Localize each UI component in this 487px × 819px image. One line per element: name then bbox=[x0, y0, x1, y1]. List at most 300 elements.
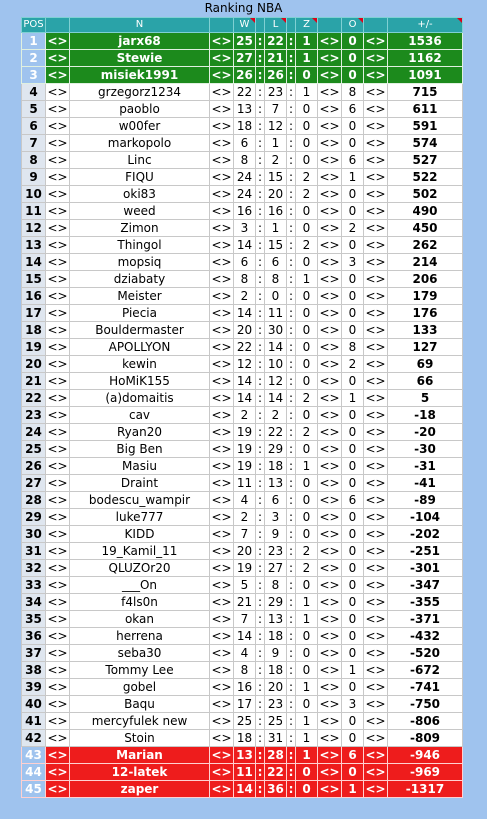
compare-link[interactable]: <> bbox=[47, 714, 68, 728]
compare-link[interactable]: <> bbox=[365, 748, 386, 762]
player-name[interactable]: weed bbox=[70, 203, 210, 220]
player-name[interactable]: f4ls0n bbox=[70, 594, 210, 611]
compare-link[interactable]: <> bbox=[47, 136, 68, 150]
score-separator: : bbox=[256, 696, 265, 713]
compare-link[interactable]: <> bbox=[47, 595, 68, 609]
o-value: 1 bbox=[342, 662, 364, 679]
o-value: 0 bbox=[342, 543, 364, 560]
compare-link[interactable]: <> bbox=[365, 374, 386, 388]
compare-link[interactable]: <> bbox=[47, 119, 68, 133]
player-name[interactable]: Tommy Lee bbox=[70, 662, 210, 679]
compare-link[interactable]: <> bbox=[47, 391, 68, 405]
compare-link[interactable]: <> bbox=[319, 187, 340, 201]
compare-link[interactable]: <> bbox=[47, 748, 68, 762]
compare-link[interactable]: <> bbox=[365, 612, 386, 626]
compare-link[interactable]: <> bbox=[211, 374, 232, 388]
compare-link[interactable]: <> bbox=[211, 459, 232, 473]
compare-link[interactable]: <> bbox=[211, 697, 232, 711]
compare-link[interactable]: <> bbox=[365, 680, 386, 694]
compare-link[interactable]: <> bbox=[319, 663, 340, 677]
compare-link[interactable]: <> bbox=[211, 663, 232, 677]
compare-link[interactable]: <> bbox=[319, 595, 340, 609]
draws-value: 1 bbox=[296, 458, 318, 475]
o-value: 1 bbox=[342, 390, 364, 407]
header-spacer bbox=[287, 18, 296, 33]
compare-link[interactable]: <> bbox=[47, 646, 68, 660]
compare-link[interactable]: <> bbox=[365, 697, 386, 711]
compare-link[interactable]: <> bbox=[47, 357, 68, 371]
player-name[interactable]: Linc bbox=[70, 152, 210, 169]
wins-value: 18 bbox=[234, 730, 256, 747]
compare-link[interactable]: <> bbox=[365, 204, 386, 218]
o-value: 0 bbox=[342, 373, 364, 390]
wins-value: 13 bbox=[234, 747, 256, 764]
plus-minus-value: 179 bbox=[388, 288, 463, 305]
compare-link[interactable]: <> bbox=[47, 561, 68, 575]
compare-link[interactable]: <> bbox=[211, 34, 232, 48]
compare-link[interactable]: <> bbox=[47, 187, 68, 201]
compare-link[interactable]: <> bbox=[211, 272, 232, 286]
compare-link[interactable]: <> bbox=[365, 187, 386, 201]
compare-link[interactable]: <> bbox=[211, 765, 232, 779]
compare-link[interactable]: <> bbox=[365, 408, 386, 422]
header-losses[interactable]: L bbox=[265, 18, 287, 33]
compare-link[interactable]: <> bbox=[47, 697, 68, 711]
compare-link[interactable]: <> bbox=[211, 578, 232, 592]
compare-link[interactable]: <> bbox=[365, 221, 386, 235]
player-name[interactable]: 19_Kamil_11 bbox=[70, 543, 210, 560]
compare-link[interactable]: <> bbox=[211, 187, 232, 201]
compare-link[interactable]: <> bbox=[47, 408, 68, 422]
player-name[interactable]: KIDD bbox=[70, 526, 210, 543]
compare-link[interactable]: <> bbox=[365, 493, 386, 507]
compare-link[interactable]: <> bbox=[365, 782, 386, 796]
compare-link[interactable]: <> bbox=[365, 595, 386, 609]
compare-link[interactable]: <> bbox=[319, 697, 340, 711]
compare-link[interactable]: <> bbox=[365, 170, 386, 184]
compare-link[interactable]: <> bbox=[211, 340, 232, 354]
plus-minus-value: 66 bbox=[388, 373, 463, 390]
compare-link[interactable]: <> bbox=[319, 238, 340, 252]
compare-link[interactable]: <> bbox=[319, 289, 340, 303]
compare-link[interactable]: <> bbox=[47, 153, 68, 167]
compare-link[interactable]: <> bbox=[319, 561, 340, 575]
plus-minus-value: 1536 bbox=[388, 33, 463, 50]
compare-link[interactable]: <> bbox=[211, 306, 232, 320]
compare-link[interactable]: <> bbox=[47, 255, 68, 269]
compare-link[interactable]: <> bbox=[211, 782, 232, 796]
compare-link[interactable]: <> bbox=[365, 238, 386, 252]
compare-link[interactable]: <> bbox=[211, 136, 232, 150]
compare-link[interactable]: <> bbox=[365, 510, 386, 524]
plus-minus-value: 262 bbox=[388, 237, 463, 254]
compare-link[interactable]: <> bbox=[47, 306, 68, 320]
draws-value: 0 bbox=[296, 628, 318, 645]
compare-link[interactable]: <> bbox=[211, 119, 232, 133]
compare-link[interactable]: <> bbox=[211, 221, 232, 235]
losses-value: 21 bbox=[265, 50, 287, 67]
compare-link[interactable]: <> bbox=[365, 527, 386, 541]
compare-link[interactable]: <> bbox=[319, 136, 340, 150]
compare-link[interactable]: <> bbox=[365, 561, 386, 575]
header-spacer bbox=[364, 18, 388, 33]
player-name[interactable]: (a)domaitis bbox=[70, 390, 210, 407]
compare-link[interactable]: <> bbox=[211, 476, 232, 490]
compare-link[interactable]: <> bbox=[47, 238, 68, 252]
compare-link[interactable]: <> bbox=[319, 782, 340, 796]
compare-link[interactable]: <> bbox=[47, 510, 68, 524]
player-name[interactable]: dziabaty bbox=[70, 271, 210, 288]
player-name[interactable]: 12-latek bbox=[70, 764, 210, 781]
compare-link[interactable]: <> bbox=[47, 340, 68, 354]
losses-value: 3 bbox=[265, 509, 287, 526]
o-value: 0 bbox=[342, 288, 364, 305]
score-separator: : bbox=[256, 577, 265, 594]
player-name[interactable]: markopolo bbox=[70, 135, 210, 152]
player-name[interactable]: herrena bbox=[70, 628, 210, 645]
wins-value: 13 bbox=[234, 101, 256, 118]
compare-link[interactable]: <> bbox=[365, 629, 386, 643]
o-value: 0 bbox=[342, 526, 364, 543]
rank-position: 1 bbox=[22, 33, 46, 50]
draws-value: 0 bbox=[296, 526, 318, 543]
score-separator: : bbox=[287, 288, 296, 305]
compare-link[interactable]: <> bbox=[319, 255, 340, 269]
compare-link[interactable]: <> bbox=[211, 612, 232, 626]
player-name[interactable]: ___On bbox=[70, 577, 210, 594]
compare-link[interactable]: <> bbox=[47, 544, 68, 558]
compare-link[interactable]: <> bbox=[47, 612, 68, 626]
plus-minus-value: -946 bbox=[388, 747, 463, 764]
plus-minus-value: 69 bbox=[388, 356, 463, 373]
draws-value: 0 bbox=[296, 254, 318, 271]
compare-link[interactable]: <> bbox=[365, 357, 386, 371]
player-name[interactable]: luke777 bbox=[70, 509, 210, 526]
score-separator: : bbox=[287, 390, 296, 407]
player-name[interactable]: Bouldermaster bbox=[70, 322, 210, 339]
compare-link[interactable]: <> bbox=[211, 527, 232, 541]
plus-minus-value: -251 bbox=[388, 543, 463, 560]
header-name[interactable]: N bbox=[70, 18, 210, 33]
score-separator: : bbox=[287, 305, 296, 322]
player-name[interactable]: Masiu bbox=[70, 458, 210, 475]
compare-link[interactable]: <> bbox=[47, 680, 68, 694]
compare-link[interactable]: <> bbox=[211, 442, 232, 456]
compare-link[interactable]: <> bbox=[211, 289, 232, 303]
compare-link[interactable]: <> bbox=[365, 289, 386, 303]
compare-link[interactable]: <> bbox=[319, 85, 340, 99]
compare-link[interactable]: <> bbox=[319, 357, 340, 371]
compare-link[interactable]: <> bbox=[319, 153, 340, 167]
compare-link[interactable]: <> bbox=[319, 510, 340, 524]
header-o[interactable]: O bbox=[342, 18, 364, 33]
compare-link[interactable]: <> bbox=[211, 391, 232, 405]
compare-link[interactable]: <> bbox=[211, 102, 232, 116]
compare-link[interactable]: <> bbox=[211, 51, 232, 65]
table-row bbox=[22, 543, 463, 560]
compare-link[interactable]: <> bbox=[211, 425, 232, 439]
compare-link[interactable]: <> bbox=[319, 544, 340, 558]
compare-link[interactable]: <> bbox=[365, 476, 386, 490]
losses-value: 25 bbox=[265, 713, 287, 730]
compare-link[interactable]: <> bbox=[365, 323, 386, 337]
compare-link[interactable]: <> bbox=[211, 493, 232, 507]
compare-link[interactable]: <> bbox=[319, 578, 340, 592]
compare-link[interactable]: <> bbox=[365, 102, 386, 116]
compare-link[interactable]: <> bbox=[365, 731, 386, 745]
player-name[interactable]: gobel bbox=[70, 679, 210, 696]
compare-link[interactable]: <> bbox=[47, 629, 68, 643]
compare-link[interactable]: <> bbox=[365, 119, 386, 133]
player-name[interactable]: jarx68 bbox=[70, 33, 210, 50]
compare-link[interactable]: <> bbox=[211, 714, 232, 728]
player-name[interactable]: QLUZOr20 bbox=[70, 560, 210, 577]
compare-link[interactable]: <> bbox=[365, 272, 386, 286]
compare-link[interactable]: <> bbox=[211, 170, 232, 184]
compare-link[interactable]: <> bbox=[211, 357, 232, 371]
player-name[interactable]: oki83 bbox=[70, 186, 210, 203]
compare-link[interactable]: <> bbox=[319, 680, 340, 694]
table-row bbox=[22, 322, 463, 339]
compare-link[interactable]: <> bbox=[47, 374, 68, 388]
draws-value: 0 bbox=[296, 322, 318, 339]
compare-link[interactable]: <> bbox=[319, 731, 340, 745]
compare-link[interactable]: <> bbox=[47, 476, 68, 490]
compare-link[interactable]: <> bbox=[211, 561, 232, 575]
player-name[interactable]: Meister bbox=[70, 288, 210, 305]
player-name[interactable]: Thingol bbox=[70, 237, 210, 254]
compare-link[interactable]: <> bbox=[47, 272, 68, 286]
compare-link[interactable]: <> bbox=[211, 323, 232, 337]
wins-value: 4 bbox=[234, 645, 256, 662]
draws-value: 1 bbox=[296, 611, 318, 628]
plus-minus-value: -355 bbox=[388, 594, 463, 611]
compare-link[interactable]: <> bbox=[319, 306, 340, 320]
score-separator: : bbox=[287, 169, 296, 186]
player-name[interactable]: Marian bbox=[70, 747, 210, 764]
player-name[interactable]: HoMiK155 bbox=[70, 373, 210, 390]
compare-link[interactable]: <> bbox=[211, 646, 232, 660]
compare-link[interactable]: <> bbox=[47, 34, 68, 48]
table-row bbox=[22, 492, 463, 509]
rank-position: 29 bbox=[22, 509, 46, 526]
player-name[interactable]: w00fer bbox=[70, 118, 210, 135]
score-separator: : bbox=[287, 271, 296, 288]
player-name[interactable]: kewin bbox=[70, 356, 210, 373]
compare-link[interactable]: <> bbox=[319, 170, 340, 184]
compare-link[interactable]: <> bbox=[319, 765, 340, 779]
header-pos[interactable]: POS bbox=[22, 18, 46, 33]
compare-link[interactable]: <> bbox=[365, 153, 386, 167]
header-draws[interactable]: Z bbox=[296, 18, 318, 33]
compare-link[interactable]: <> bbox=[365, 425, 386, 439]
player-name[interactable]: okan bbox=[70, 611, 210, 628]
compare-link[interactable]: <> bbox=[319, 408, 340, 422]
score-separator: : bbox=[287, 322, 296, 339]
compare-link[interactable]: <> bbox=[319, 204, 340, 218]
rank-position: 39 bbox=[22, 679, 46, 696]
player-name[interactable]: grzegorz1234 bbox=[70, 84, 210, 101]
player-name[interactable]: mercyfulek new bbox=[70, 713, 210, 730]
compare-link[interactable]: <> bbox=[365, 765, 386, 779]
compare-link[interactable]: <> bbox=[47, 663, 68, 677]
compare-link[interactable]: <> bbox=[319, 34, 340, 48]
compare-link[interactable]: <> bbox=[211, 595, 232, 609]
compare-link[interactable]: <> bbox=[211, 680, 232, 694]
compare-link[interactable]: <> bbox=[211, 731, 232, 745]
compare-link[interactable]: <> bbox=[319, 119, 340, 133]
compare-link[interactable]: <> bbox=[47, 68, 68, 82]
compare-link[interactable]: <> bbox=[47, 425, 68, 439]
compare-link[interactable]: <> bbox=[211, 238, 232, 252]
compare-link[interactable]: <> bbox=[319, 102, 340, 116]
compare-link[interactable]: <> bbox=[365, 714, 386, 728]
losses-value: 13 bbox=[265, 475, 287, 492]
compare-link[interactable]: <> bbox=[211, 204, 232, 218]
player-name[interactable]: bodescu_wampir bbox=[70, 492, 210, 509]
player-name[interactable]: APOLLYON bbox=[70, 339, 210, 356]
o-value: 0 bbox=[342, 237, 364, 254]
compare-link[interactable]: <> bbox=[211, 153, 232, 167]
player-name[interactable]: paoblo bbox=[70, 101, 210, 118]
compare-link[interactable]: <> bbox=[211, 408, 232, 422]
player-name[interactable]: Ryan20 bbox=[70, 424, 210, 441]
player-name[interactable]: Zimon bbox=[70, 220, 210, 237]
compare-link[interactable]: <> bbox=[47, 85, 68, 99]
player-name[interactable]: Piecia bbox=[70, 305, 210, 322]
player-name[interactable]: Big Ben bbox=[70, 441, 210, 458]
player-name[interactable]: FIQU bbox=[70, 169, 210, 186]
compare-link[interactable]: <> bbox=[47, 527, 68, 541]
compare-link[interactable]: <> bbox=[365, 663, 386, 677]
rank-position: 7 bbox=[22, 135, 46, 152]
header-wins[interactable]: W bbox=[234, 18, 256, 33]
compare-link[interactable]: <> bbox=[47, 204, 68, 218]
compare-link[interactable]: <> bbox=[319, 425, 340, 439]
compare-link[interactable]: <> bbox=[319, 646, 340, 660]
plus-minus-value: 127 bbox=[388, 339, 463, 356]
table-row bbox=[22, 288, 463, 305]
losses-value: 7 bbox=[265, 101, 287, 118]
compare-link[interactable]: <> bbox=[365, 459, 386, 473]
player-name[interactable]: zaper bbox=[70, 781, 210, 798]
table-row bbox=[22, 33, 463, 50]
compare-link[interactable]: <> bbox=[319, 459, 340, 473]
compare-link[interactable]: <> bbox=[47, 221, 68, 235]
compare-link[interactable]: <> bbox=[319, 391, 340, 405]
compare-link[interactable]: <> bbox=[211, 85, 232, 99]
compare-link[interactable]: <> bbox=[365, 306, 386, 320]
compare-link[interactable]: <> bbox=[365, 85, 386, 99]
compare-link[interactable]: <> bbox=[319, 374, 340, 388]
table-row bbox=[22, 339, 463, 356]
compare-link[interactable]: <> bbox=[47, 442, 68, 456]
score-separator: : bbox=[287, 679, 296, 696]
compare-link[interactable]: <> bbox=[47, 289, 68, 303]
compare-link[interactable]: <> bbox=[319, 323, 340, 337]
compare-link[interactable]: <> bbox=[211, 255, 232, 269]
player-name[interactable]: Baqu bbox=[70, 696, 210, 713]
rank-position: 3 bbox=[22, 67, 46, 84]
compare-link[interactable]: <> bbox=[319, 442, 340, 456]
compare-link[interactable]: <> bbox=[365, 544, 386, 558]
score-separator: : bbox=[256, 373, 265, 390]
draws-value: 1 bbox=[296, 747, 318, 764]
compare-link[interactable]: <> bbox=[47, 102, 68, 116]
compare-link[interactable]: <> bbox=[365, 136, 386, 150]
compare-link[interactable]: <> bbox=[211, 629, 232, 643]
compare-link[interactable]: <> bbox=[365, 391, 386, 405]
compare-link[interactable]: <> bbox=[47, 782, 68, 796]
compare-link[interactable]: <> bbox=[47, 578, 68, 592]
compare-link[interactable]: <> bbox=[319, 68, 340, 82]
header-plus-minus[interactable]: +/- bbox=[388, 18, 463, 33]
compare-link[interactable]: <> bbox=[319, 612, 340, 626]
compare-link[interactable]: <> bbox=[47, 731, 68, 745]
compare-link[interactable]: <> bbox=[319, 272, 340, 286]
compare-link[interactable]: <> bbox=[319, 493, 340, 507]
player-name[interactable]: mopsiq bbox=[70, 254, 210, 271]
compare-link[interactable]: <> bbox=[211, 748, 232, 762]
compare-link[interactable]: <> bbox=[319, 221, 340, 235]
compare-link[interactable]: <> bbox=[365, 51, 386, 65]
compare-link[interactable]: <> bbox=[47, 51, 68, 65]
rank-position: 8 bbox=[22, 152, 46, 169]
player-name[interactable]: Draint bbox=[70, 475, 210, 492]
compare-link[interactable]: <> bbox=[319, 629, 340, 643]
player-name[interactable]: cav bbox=[70, 407, 210, 424]
compare-link[interactable]: <> bbox=[365, 340, 386, 354]
compare-link[interactable]: <> bbox=[319, 714, 340, 728]
compare-link[interactable]: <> bbox=[319, 527, 340, 541]
draws-value: 0 bbox=[296, 203, 318, 220]
score-separator: : bbox=[287, 237, 296, 254]
score-separator: : bbox=[287, 33, 296, 50]
compare-link[interactable]: <> bbox=[319, 748, 340, 762]
plus-minus-value: 522 bbox=[388, 169, 463, 186]
rank-position: 24 bbox=[22, 424, 46, 441]
draws-value: 0 bbox=[296, 645, 318, 662]
compare-link[interactable]: <> bbox=[365, 68, 386, 82]
player-name[interactable]: misiek1991 bbox=[70, 67, 210, 84]
compare-link[interactable]: <> bbox=[47, 323, 68, 337]
compare-link[interactable]: <> bbox=[365, 442, 386, 456]
compare-link[interactable]: <> bbox=[47, 459, 68, 473]
compare-link[interactable]: <> bbox=[365, 255, 386, 269]
compare-link[interactable]: <> bbox=[211, 510, 232, 524]
score-separator: : bbox=[256, 679, 265, 696]
losses-value: 30 bbox=[265, 322, 287, 339]
compare-link[interactable]: <> bbox=[365, 646, 386, 660]
compare-link[interactable]: <> bbox=[365, 578, 386, 592]
compare-link[interactable]: <> bbox=[47, 765, 68, 779]
player-name[interactable]: Stoin bbox=[70, 730, 210, 747]
compare-link[interactable]: <> bbox=[47, 493, 68, 507]
compare-link[interactable]: <> bbox=[319, 340, 340, 354]
compare-link[interactable]: <> bbox=[365, 34, 386, 48]
plus-minus-value: -202 bbox=[388, 526, 463, 543]
compare-link[interactable]: <> bbox=[211, 544, 232, 558]
compare-link[interactable]: <> bbox=[47, 170, 68, 184]
compare-link[interactable]: <> bbox=[211, 68, 232, 82]
compare-link[interactable]: <> bbox=[319, 51, 340, 65]
score-separator: : bbox=[287, 509, 296, 526]
compare-link[interactable]: <> bbox=[319, 476, 340, 490]
table-row bbox=[22, 271, 463, 288]
player-name[interactable]: seba30 bbox=[70, 645, 210, 662]
player-name[interactable]: Stewie bbox=[70, 50, 210, 67]
score-separator: : bbox=[287, 220, 296, 237]
